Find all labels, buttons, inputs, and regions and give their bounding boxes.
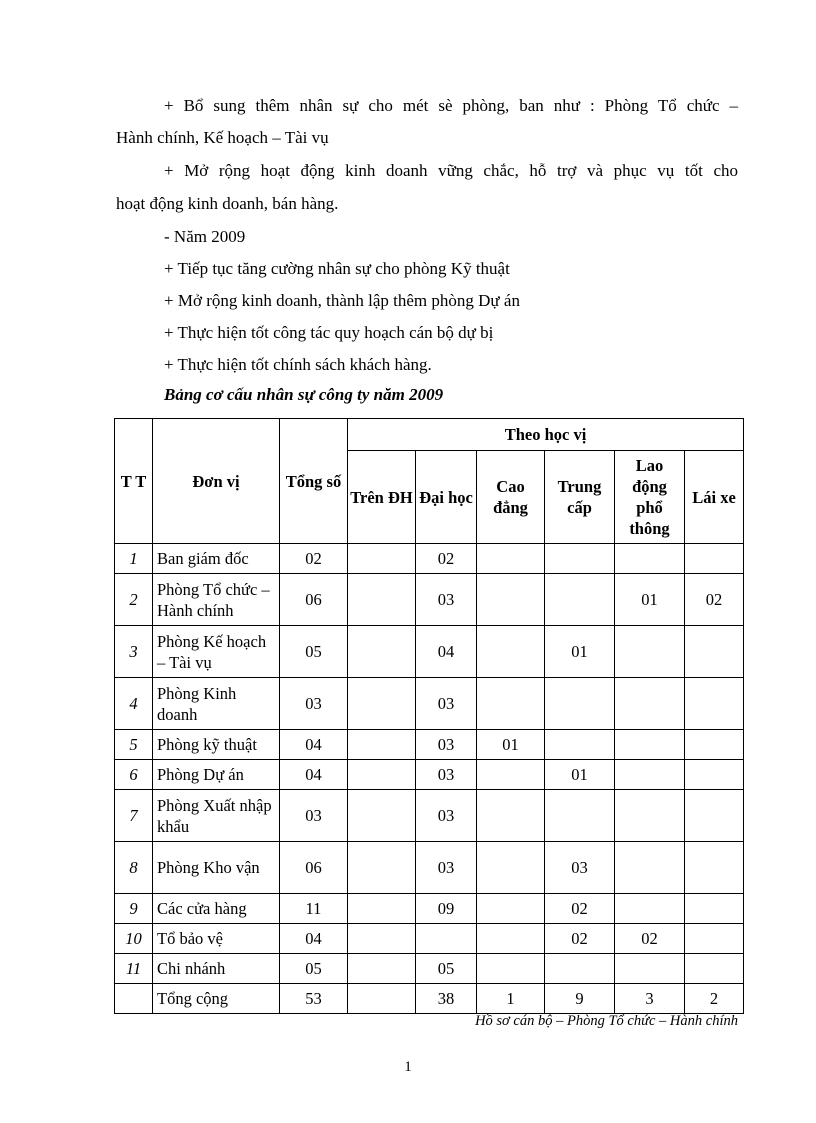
row-trung-cap: 02 (545, 924, 615, 954)
row-total: 03 (280, 790, 348, 842)
row-cao-dang (477, 626, 545, 678)
row-cao-dang (477, 790, 545, 842)
row-trung-cap (545, 574, 615, 626)
row-tren-dh (348, 544, 416, 574)
row-dai-hoc: 03 (416, 760, 477, 790)
row-total: 05 (280, 954, 348, 984)
row-tren-dh (348, 730, 416, 760)
header-degree-group: Theo học vị (348, 419, 744, 451)
row-tt: 6 (115, 760, 153, 790)
row-tren-dh (348, 574, 416, 626)
row-unit: Phòng Kinh doanh (153, 678, 280, 730)
table-row (115, 790, 744, 842)
row-tt: 1 (115, 544, 153, 574)
year-heading: - Năm 2009 (164, 227, 246, 246)
row-lai-xe (685, 894, 744, 924)
totals-lao-dong: 3 (615, 984, 685, 1014)
row-trung-cap (545, 678, 615, 730)
totals-dai-hoc: 38 (416, 984, 477, 1014)
paragraph-2-line-2: hoạt động kinh doanh, bán hàng. (116, 194, 339, 213)
row-dai-hoc: 09 (416, 894, 477, 924)
paragraph-2-line-1: + Mở rộng hoạt động kinh doanh vững chắc, hỗ trợ và phục vụ tốt cho (164, 161, 738, 180)
row-lai-xe (685, 544, 744, 574)
row-trung-cap: 02 (545, 894, 615, 924)
row-total: 02 (280, 544, 348, 574)
row-lai-xe (685, 626, 744, 678)
paragraph-1-line-1: + Bổ sung thêm nhân sự cho mét sè phòng, ban như : Phòng Tổ chức – (164, 96, 738, 115)
row-cao-dang (477, 544, 545, 574)
row-lao-dong (615, 894, 685, 924)
row-lai-xe (685, 924, 744, 954)
row-cao-dang (477, 954, 545, 984)
row-tt: 2 (115, 574, 153, 626)
row-unit: Phòng Dự án (153, 760, 280, 790)
row-total: 05 (280, 626, 348, 678)
table-row (115, 842, 744, 894)
row-total: 11 (280, 894, 348, 924)
row-dai-hoc: 05 (416, 954, 477, 984)
row-dai-hoc: 03 (416, 730, 477, 760)
row-lao-dong (615, 842, 685, 894)
row-trung-cap: 01 (545, 760, 615, 790)
row-tren-dh (348, 678, 416, 730)
row-lao-dong (615, 626, 685, 678)
plan-item-1: + Tiếp tục tăng cường nhân sự cho phòng Kỹ thuật (164, 259, 510, 278)
totals-label: Tổng cộng (153, 984, 280, 1014)
table-row (115, 626, 744, 678)
plan-item-3: + Thực hiện tốt công tác quy hoạch cán bộ dự bị (164, 323, 494, 342)
table-row (115, 574, 744, 626)
row-cao-dang (477, 574, 545, 626)
table-caption: Bảng cơ cấu nhân sự công ty năm 2009 (164, 385, 444, 404)
row-tt: 5 (115, 730, 153, 760)
row-tt: 4 (115, 678, 153, 730)
header-tt: T T (115, 419, 153, 544)
row-trung-cap (545, 790, 615, 842)
table-row (115, 760, 744, 790)
row-total: 04 (280, 730, 348, 760)
row-lai-xe (685, 678, 744, 730)
row-cao-dang (477, 894, 545, 924)
row-cao-dang: 01 (477, 730, 545, 760)
header-tren-dh: Trên ĐH (348, 451, 416, 544)
paragraph-1-line-2: Hành chính, Kế hoạch – Tài vụ (116, 128, 329, 147)
row-dai-hoc (416, 924, 477, 954)
row-tt: 7 (115, 790, 153, 842)
row-cao-dang (477, 924, 545, 954)
row-trung-cap (545, 954, 615, 984)
totals-total: 53 (280, 984, 348, 1014)
row-tren-dh (348, 894, 416, 924)
row-lao-dong: 02 (615, 924, 685, 954)
row-dai-hoc: 03 (416, 790, 477, 842)
row-dai-hoc: 03 (416, 574, 477, 626)
row-unit: Các cửa hàng (153, 894, 280, 924)
row-lao-dong (615, 760, 685, 790)
row-lai-xe (685, 790, 744, 842)
header-lai-xe: Lái xe (685, 451, 744, 544)
row-cao-dang (477, 678, 545, 730)
plan-item-2: + Mở rộng kinh doanh, thành lập thêm phòng Dự án (164, 291, 520, 310)
row-lai-xe: 02 (685, 574, 744, 626)
row-tren-dh (348, 790, 416, 842)
row-lao-dong (615, 730, 685, 760)
totals-lai-xe: 2 (685, 984, 744, 1014)
totals-row (115, 984, 744, 1014)
row-trung-cap (545, 730, 615, 760)
table-row (115, 954, 744, 984)
row-lai-xe (685, 842, 744, 894)
row-dai-hoc: 03 (416, 678, 477, 730)
row-lao-dong (615, 544, 685, 574)
header-lao-dong: Lao động phổ thông (615, 451, 685, 544)
row-trung-cap (545, 544, 615, 574)
row-unit: Tổ bảo vệ (153, 924, 280, 954)
row-unit: Chi nhánh (153, 954, 280, 984)
row-dai-hoc: 04 (416, 626, 477, 678)
row-lao-dong (615, 678, 685, 730)
row-tren-dh (348, 924, 416, 954)
totals-cao-dang: 1 (477, 984, 545, 1014)
row-cao-dang (477, 760, 545, 790)
row-lao-dong (615, 954, 685, 984)
row-unit: Phòng kỹ thuật (153, 730, 280, 760)
row-tt: 3 (115, 626, 153, 678)
totals-trung-cap: 9 (545, 984, 615, 1014)
row-unit: Phòng Tổ chức – Hành chính (153, 574, 280, 626)
row-tt: 9 (115, 894, 153, 924)
row-tt: 10 (115, 924, 153, 954)
header-cao-dang: Cao đẳng (477, 451, 545, 544)
page-number: 1 (404, 1059, 412, 1075)
staff-structure-table (114, 418, 744, 1014)
plan-item-4: + Thực hiện tốt chính sách khách hàng. (164, 355, 432, 374)
row-total: 06 (280, 574, 348, 626)
row-trung-cap: 01 (545, 626, 615, 678)
row-lai-xe (685, 954, 744, 984)
row-dai-hoc: 03 (416, 842, 477, 894)
row-tren-dh (348, 626, 416, 678)
row-tren-dh (348, 842, 416, 894)
row-tt: 11 (115, 954, 153, 984)
table-row (115, 730, 744, 760)
row-unit: Phòng Kế hoạch – Tài vụ (153, 626, 280, 678)
row-total: 03 (280, 678, 348, 730)
table-source-note: Hồ sơ cán bộ – Phòng Tổ chức – Hành chính (475, 1013, 738, 1029)
row-lao-dong: 01 (615, 574, 685, 626)
row-cao-dang (477, 842, 545, 894)
table-row (115, 924, 744, 954)
row-dai-hoc: 02 (416, 544, 477, 574)
header-dai-hoc: Đại học (416, 451, 477, 544)
table-row (115, 544, 744, 574)
row-tren-dh (348, 954, 416, 984)
totals-tt (115, 984, 153, 1014)
row-tren-dh (348, 760, 416, 790)
row-unit: Ban giám đốc (153, 544, 280, 574)
header-total: Tổng số (280, 419, 348, 544)
row-unit: Phòng Xuất nhập khẩu (153, 790, 280, 842)
header-trung-cap: Trung cấp (545, 451, 615, 544)
row-unit: Phòng Kho vận (153, 842, 280, 894)
totals-tren-dh (348, 984, 416, 1014)
row-trung-cap: 03 (545, 842, 615, 894)
row-lai-xe (685, 730, 744, 760)
header-unit: Đơn vị (153, 419, 280, 544)
row-total: 04 (280, 924, 348, 954)
row-tt: 8 (115, 842, 153, 894)
row-lai-xe (685, 760, 744, 790)
table-row (115, 678, 744, 730)
row-total: 04 (280, 760, 348, 790)
row-total: 06 (280, 842, 348, 894)
table-row (115, 894, 744, 924)
row-lao-dong (615, 790, 685, 842)
